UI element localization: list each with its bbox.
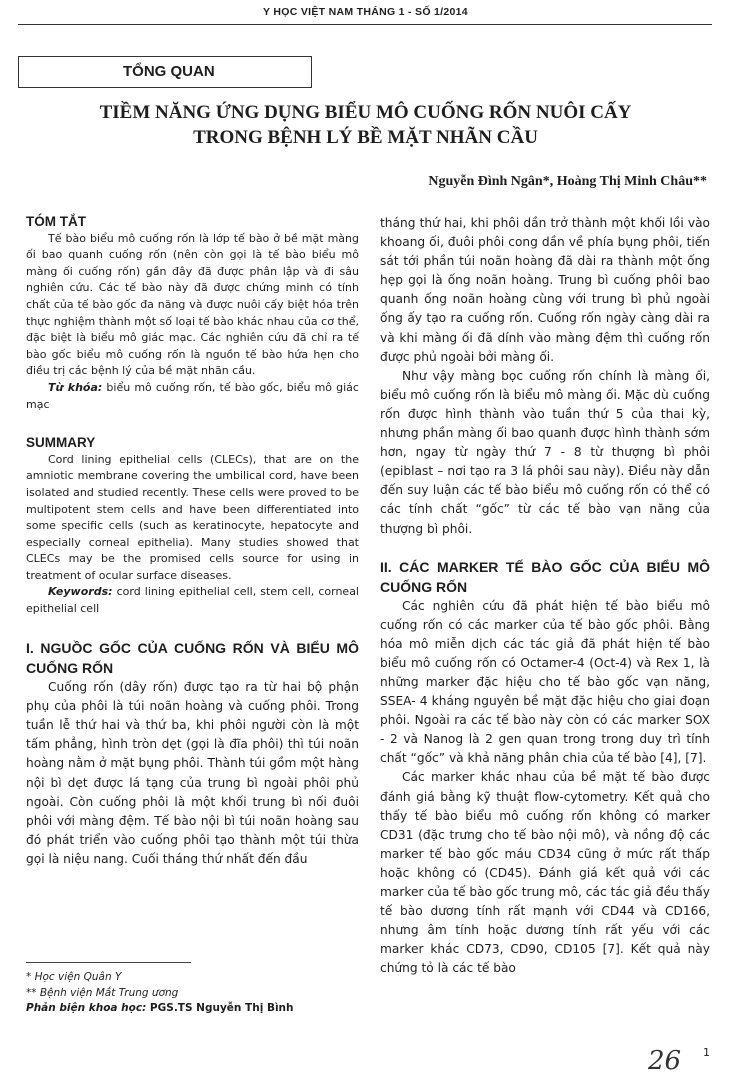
section-1-para-1: Cuống rốn (dây rốn) được tạo ra từ hai bộ phận phụ của phôi là túi noãn hoàng và cuống phôi. Trong tuần lễ thứ hai và thứ ba, khi phôi người còn là một tấm phẳng, hình tròn dẹt (gọi là đĩa phôi) thì túi noãn hoàng nằm ở mặt bụng phôi. Thành túi gồm một hàng nội bì dẹt được lá tạng của trung bì ngoài phôi phủ ngoài. Còn cuống phôi là một khối trung bì nối đuôi phôi với màng đệm. Tế bào nội bì túi noãn hoàng sau đó phát triển vào cuống phôi tạo thành một túi thừa gọi là niệu nang. Cuối tháng thứ nhất đến đầu (26, 679, 359, 867)
reviewer-line (26, 1001, 356, 1017)
left-column (26, 214, 359, 870)
journal-header: Y HỌC VIỆT NAM THÁNG 1 - SỐ 1/2014 (263, 6, 468, 18)
section-2-para-1: Các nghiên cứu đã phát hiện tế bào biểu mô cuống rốn có các marker của tế bào gốc phôi. Bằng hóa mô miễn dịch các tác giả đã phát hiện tế bào biểu mô cuống rốn có Octamer-4 (Oct-4) và Rex 1, là những marker đặc hiệu cho tế bào gốc vạn năng, SSEA- 4 kháng nguyên bề mặt đặc hiệu cho giai đoạn phôi. Ngoài ra các tế bào này còn có các marker SOX - 2 và Nanog là 2 gen quan trong trong duy trì tính chất “gốc” và khả năng phân chia của tế bào [4], [7]. (380, 598, 710, 766)
keywords-en-text: cord lining epithelial cell, stem cell, corneal epithelial cell (26, 585, 359, 616)
reviewer-name: PGS.TS Nguyễn Thị Bình (146, 1002, 294, 1014)
section-1-para-2: Như vậy màng bọc cuống rốn chính là màng ối, biểu mô cuống rốn là biểu mô màng ối. Mặc dù cuống rốn được hình thành vào tuần thứ 5 của thai kỳ, nhưng phần màng ối bao quanh được hình thành sớm hơn, ngay từ ngày thứ 7 - 8 từ thượng bì phôi (epiblast – nơi tạo ra 3 lá phôi sau này). Điều này dẫn đến suy luận các tế bào biểu mô cuống rốn có thể có các tính chất “gốc” từ các tế bào vạn năng của thượng bì phôi. (380, 368, 710, 536)
abstract-vi-heading: TÓM TẮT (26, 214, 86, 229)
keywords-vi-label: Từ khóa: (48, 380, 103, 394)
footnotes (26, 970, 356, 1017)
reviewer-label: Phản biện khoa học: (26, 1002, 147, 1014)
abstract-en-text: Cord lining epithelial cells (CLECs), that are on the amniotic membrane covering the umbilical cord, have been isolated and studied recently. These cells were proved to be multipotent stem cells and have been differentiated into some specific cells (such as keratinocyte, hepatocyte and especially corneal epithelia). Many studies showed that CLECs may be the promised cells source for using in treatment of ocular surface diseases. (26, 452, 359, 582)
footnote-2: ** Bệnh viện Mắt Trung ương (26, 986, 179, 999)
authors: Nguyễn Đình Ngân*, Hoàng Thị Minh Châu** (428, 174, 707, 189)
article-title (0, 100, 731, 150)
abstract-vi-text: Tế bào biểu mô cuống rốn là lớp tế bào ở bề mặt màng ối bao quanh cuống rốn (nên còn gọi là tế bào biểu mô màng ối cuống rốn) gần đây đã được phân lập và đi sâu nghiên cứu. Các tế bào này đã được chứng minh có tính chất của tế bào gốc đa năng và được nuôi cấy biệt hóa trên thực nghiệm thành một số loại tế bào khác nhau của cơ thể, đặc biệt là biểu mô giác mạc. Các nghiên cứu đã chỉ ra tế bào gốc biểu mô cuống rốn là nguồn tế bào hứa hẹn cho điều trị các bệnh lý của bề mặt nhãn cầu. (26, 231, 359, 378)
abstract-en-heading: SUMMARY (26, 435, 96, 451)
footnote-1: * Học viện Quân Y (26, 971, 122, 983)
title-line-1: TIỀM NĂNG ỨNG DỤNG BIỂU MÔ CUỐNG RỐN NUÔI CẤY (99, 102, 632, 123)
section-1-para-1-continued: tháng thứ hai, khi phôi dần trở thành một khối lồi vào khoang ối, đuôi phôi cong dần về phía bụng phôi, tiến sát tới phần túi noãn hoàng đã dài ra thành một ống hẹp gọi là ống noãn hoàng. Trung bì cuống phôi bao quanh ống noãn hoàng cùng với trung bì phủ ngoài ống ấy tạo ra cuống rốn. Cuống rốn ngày càng dài ra và khi màng ối đã dính vào màng đệm thì cuống rốn được phủ ngoài bởi màng ối. (380, 216, 710, 364)
header-rule (18, 24, 712, 25)
section-2-para-2: Các marker khác nhau của bề mặt tế bào được đánh giá bằng kỹ thuật flow-cytometry. Kết quả cho thấy tế bào biểu mô cuống rốn không có marker CD31 (đặc trưng cho tế bào nội mô), và nồng độ các marker tế bào gốc máu CD34 cũng ở mức rất thấp hoặc không có (CD45). Đánh giá kết quả với các marker của tế bào gốc trung mô, các tác giả đều thấy tế bào dương tính rất mạnh với CD44 và CD166, nhưng âm tính hoặc dương tính rất yếu với các marker khác CD73, CD90, CD105 [7]. Kết quả này chứng tỏ là các tế bào (380, 770, 710, 976)
section-2-heading: II. CÁC MARKER TẾ BÀO GỐC CỦA BIỂU MÔ CUỐNG RỐN (380, 558, 710, 595)
footnote-rule (26, 962, 191, 963)
title-line-2: TRONG BỆNH LÝ BỀ MẶT NHÃN CẦU (193, 127, 538, 148)
keywords-en-label: Keywords: (48, 585, 113, 599)
right-column (380, 214, 710, 978)
keywords-vi-text: biểu mô cuống rốn, tế bào gốc, biểu mô giác mạc (26, 380, 359, 411)
page-number: 1 (703, 1046, 710, 1059)
handwritten-page-number: 26 (648, 1046, 682, 1076)
section-1-heading: I. NGUỒC GỐC CỦA CUỐNG RỐN VÀ BIỂU MÔ CUỐNG RỐN (26, 639, 359, 676)
abstract-vi-keywords (26, 380, 359, 413)
section-label: TỔNG QUAN (123, 63, 215, 80)
section-label-box (18, 56, 312, 88)
abstract-en-keywords (26, 584, 359, 617)
